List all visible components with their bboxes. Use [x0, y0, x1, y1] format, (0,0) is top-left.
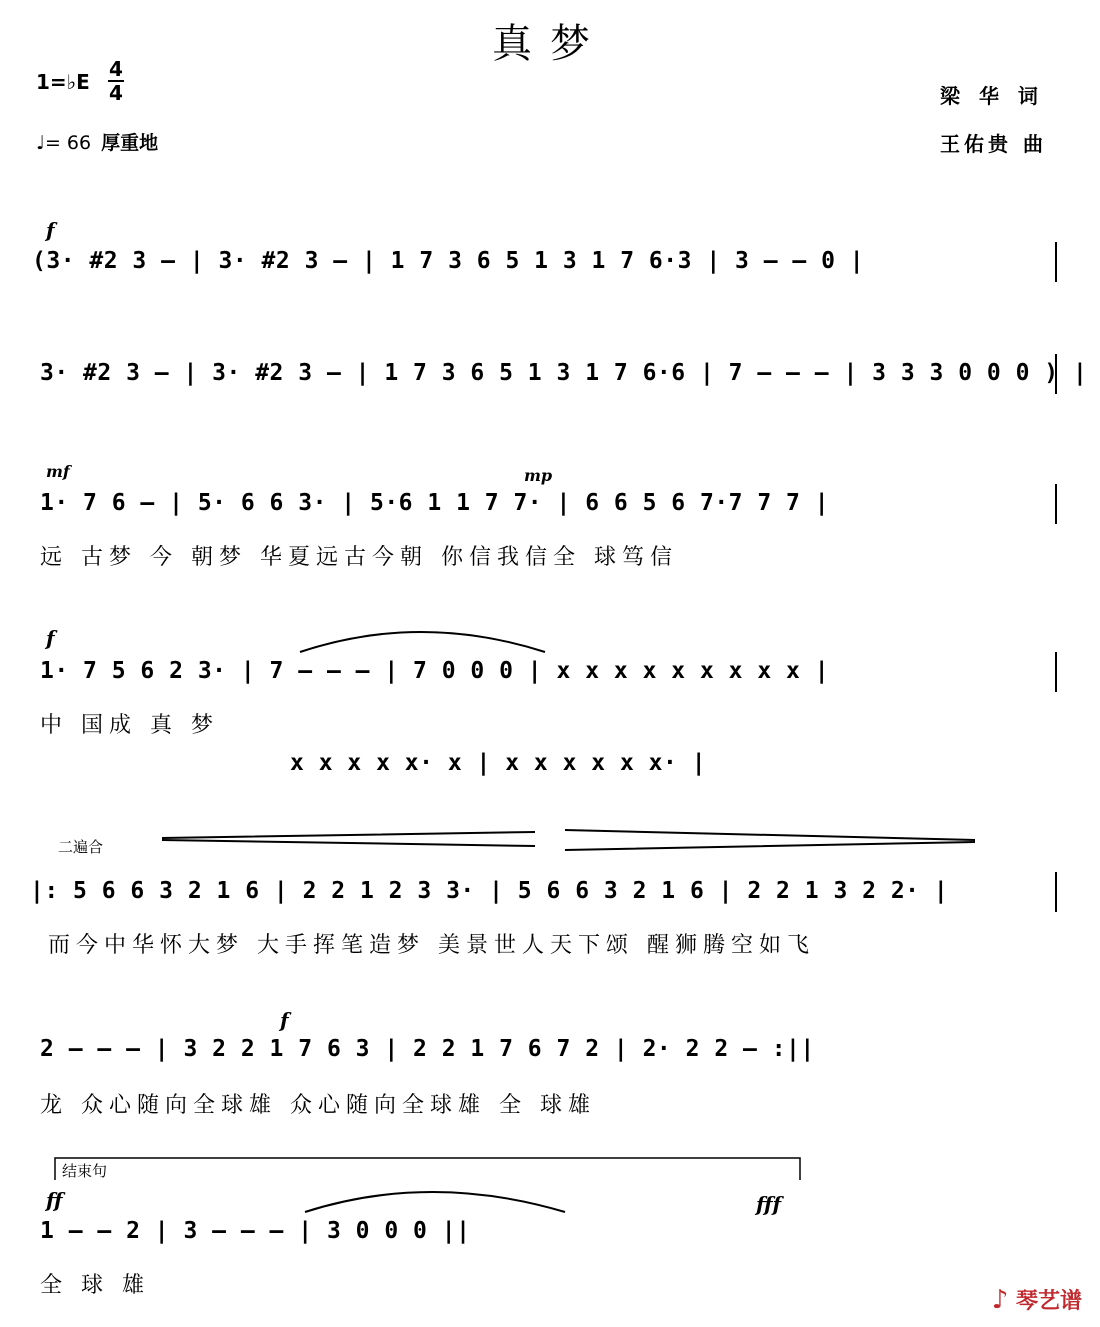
lyrics-row-6: 而今中华怀大梦 大手挥笔造梦 美景世人天下颂 醒狮腾空如飞 [48, 933, 815, 958]
dynamic-ff: ff [46, 1188, 63, 1212]
crescendo-hairpin-2 [565, 830, 975, 850]
score-row-7: 2 – – – | 3 2 2 1 7 6 3 | 2 2 1 7 6 7 2 | 2· 2 2 – :|| [40, 1036, 815, 1062]
dynamic-mp: mp [524, 466, 553, 485]
music-note-icon: ♪ [991, 1285, 1009, 1315]
key-signature: 1=♭E [36, 70, 90, 94]
score-row-8: 1 – – 2 | 3 – – – | 3 0 0 0 || [40, 1218, 471, 1244]
dynamic-f-1: f [46, 218, 55, 242]
score-row-4: 1· 7 5 6 2 3· | 7 – – – | 7 0 0 0 | x x x x x x x x x | [40, 658, 830, 684]
expression: 厚重地 [101, 132, 159, 154]
watermark-logo [992, 1284, 1082, 1315]
dynamic-f-2: f [46, 626, 55, 650]
score-row-6: |: 5 6 6 3 2 1 6 | 2 2 1 2 3 3· | 5 6 6 3 2 1 6 | 2 2 1 3 2 2· | [30, 878, 949, 904]
score-row-1: (3· #2 3 – | 3· #2 3 – | 1 7 3 6 5 1 3 1 7 6·3 | 3 – – 0 | [32, 248, 865, 274]
page-title: 真梦 [492, 21, 608, 67]
time-denominator: 4 [109, 81, 123, 105]
dynamic-f-3: f [280, 1008, 289, 1032]
score-row-3: 1· 7 6 – | 5· 6 6 3· | 5·6 1 1 7 7· | 6 6 5 6 7·7 7 7 | [40, 490, 830, 516]
slur-row-8 [305, 1192, 565, 1212]
lyricist-credit: 梁 华 词 [940, 84, 1044, 108]
composer-credit: 王佑贵 曲 [940, 132, 1047, 156]
lyrics-row-7: 龙 众心随向全球雄 众心随向全球雄 全 球雄 [40, 1093, 596, 1118]
watermark-text: 琴艺谱 [1015, 1289, 1082, 1314]
lyrics-row-3: 远 古梦 今 朝梦 华夏远古今朝 你信我信全 球笃信 [40, 545, 678, 570]
ending-bracket [55, 1158, 800, 1180]
dynamic-fff: fff [756, 1192, 782, 1216]
crescendo-hairpin-1 [162, 832, 535, 846]
tempo: ♩= 66 [36, 132, 92, 154]
time-numerator: 4 [109, 57, 123, 81]
score-row-5: x x x x x· x | x x x x x x· | [290, 750, 707, 776]
score-row-2: 3· #2 3 – | 3· #2 3 – | 1 7 3 6 5 1 3 1 7 6·6 | 7 – – – | 3 3 3 0 0 0 ) | [40, 360, 1088, 386]
dynamic-mf: mf [46, 462, 70, 481]
second-time-label: 二遍合 [58, 838, 104, 856]
lyrics-row-8: 全 球 雄 [40, 1273, 150, 1298]
slur-row-4 [300, 632, 545, 652]
lyrics-row-4: 中 国成 真 梦 [40, 713, 219, 738]
ending-label: 结束句 [62, 1162, 108, 1180]
